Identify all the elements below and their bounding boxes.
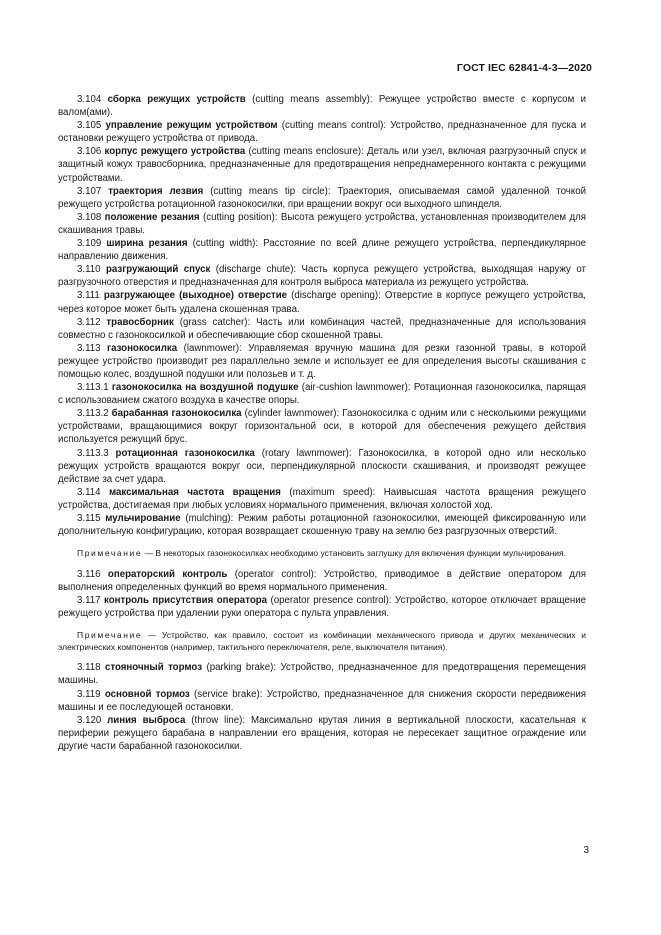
term: разгружающий спуск [105,264,211,276]
term: разгружающее (выходное) отверстие [103,290,288,302]
term: барабанная газонокосилка [111,408,242,420]
definition-text: (cutting means control): Устройство, предназначенное для пуска и остановки режущего устройства от привода. [58,120,586,145]
definition-item [58,661,586,687]
definition-text: (cutting width): Расстояние по всей длине режущего устройства, перпендикулярное направлению движения. [58,238,586,263]
term: максимальная частота вращения [108,486,281,498]
definition-item [58,447,586,486]
definition-item [58,688,586,714]
definition-item [58,145,586,184]
term: корпус режущего устройства [104,146,246,158]
clause-number: 3.116 [77,568,101,580]
clause-number: 3.115 [77,513,101,524]
definition-item [58,512,586,538]
term: траектория лезвия [108,185,204,197]
term: контроль присутствия оператора [103,594,268,606]
clause-number: 3.119 [77,688,101,700]
definition-item [58,93,586,119]
definition-item [58,289,586,315]
definition-item [58,568,586,594]
definition-text: (throw line): Максимально крутая линия в вертикальной плоскости, касательная к периферии режущего барабана в направлении его вращения, которая не пересекает защитное ограждение или другие части барабанной газонокосилки. [58,714,586,752]
clause-number: 3.106 [77,146,102,158]
definition-text: (cutting means assembly): Режущее устройство вместе с корпусом и валом(ами). [58,94,587,119]
definition-item [58,407,586,446]
clause-number: 3.112 [77,316,101,328]
definition-text: (cutting means enclosure): Деталь или узел, включая разгрузочный спуск и защитный кожух травосборника, предназначенные для предотвращения непреднамеренного контакта с режущими устройствами. [58,146,586,184]
definitions-list [58,93,586,753]
definition-text: (grass catcher): Часть или комбинация частей, предназначенные для использования совместно с газонокосилкой и обеспечивающие сбор скошенной травы. [58,316,586,341]
term: газонокосилка [107,342,178,354]
definition-item [58,714,586,753]
clause-number: 3.117 [77,594,101,606]
definition-text: (parking brake): Устройство, предназначенное для предотвращения перемещения машины. [58,662,587,687]
clause-number: 3.113.2 [77,408,109,420]
clause-number: 3.109 [77,238,102,250]
clause-number: 3.108 [77,211,102,223]
definition-text: (cylinder lawnmower): Газонокосилка с одним или с несколькими режущими устройствами, вращающимися вокруг горизонтальной оси, в которой для обеспечения режущего действия используется режущий брус. [58,408,586,446]
clause-number: 3.113.1 [77,382,109,394]
definition-text: (mulching): Режим работы ротационной газонокосилки, имеющей фиксированную или дополнительную конфигурацию, которая возвращает скошенную траву на землю без разгрузочных отверстий. [58,513,586,538]
term: положение резания [104,211,200,223]
term: мульчирование [105,513,181,524]
definition-item [58,237,586,263]
definition-text: (rotary lawnmower): Газонокосилка, в которой одно или несколько режущих устройств вращаются вокруг оси, перпендикулярной плоскости скашивания, и производят режущее действие за счет удара. [58,447,586,485]
definition-item [58,381,586,407]
definition-text: (maximum speed): Наивысшая частота вращения режущего устройства, достигаемая при любых условиях нормального применения, включая холостой ход. [58,486,586,511]
clause-number: 3.111 [77,290,100,302]
definition-text: (lawnmower): Управляемая вручную машина для резки газонной травы, в которой режущее устройство производит рез параллельно земле и использует ее для определения высоты скашивания с помощью колес, воздушной подушки или полозьев и т. д. [58,342,586,380]
clause-number: 3.113 [77,342,101,354]
document-code-header: ГОСТ IEC 62841-4-3—2020 [456,62,592,74]
term: основной тормоз [104,688,190,700]
definition-text: (cutting means tip circle): Траектория, описываемая самой удаленной точкой режущего устройства ротационной газонокосилки, при вращении вокруг оси выходного шпинделя. [58,185,586,210]
definition-text: (cutting position): Высота режущего устройства, установленная производителем для скашивания травы. [58,211,586,236]
definition-item [58,185,586,211]
clause-number: 3.113.3 [77,447,109,459]
term: травосборник [106,316,174,328]
term: газонокосилка на воздушной подушке [111,382,299,394]
note [58,630,586,653]
term: ротационная газонокосилка [115,447,255,459]
term: ширина резания [106,238,188,250]
term: стояночный тормоз [104,662,203,674]
term: операторский контроль [107,568,228,580]
clause-number: 3.114 [77,486,101,498]
note [58,548,586,560]
term: сборка режущих устройств [107,94,246,105]
term: управление режущим устройством [105,120,278,132]
definition-text: (discharge chute): Часть корпуса режущего устройства, выходящая наружу от разгрузочного отверстия и предназначенная для контроля выброса материала из режущего устройства. [58,264,586,289]
term: линия выброса [107,714,186,726]
definition-item [58,342,586,381]
note-text: — Устройство, как правило, состоит из комбинации механического привода и других механических и электрических компонентов (например, тактильного переключателя, реле, выключателя питания). [58,630,586,652]
clause-number: 3.118 [77,662,101,674]
clause-number: 3.105 [77,120,102,132]
page-number: 3 [583,845,589,856]
definition-item [58,486,586,512]
clause-number: 3.104 [77,94,102,105]
note-text: — В некоторых газонокосилках необходимо установить заглушку для включения функции мульчирования. [142,548,567,559]
clause-number: 3.110 [77,264,101,276]
note-label: Примечание [77,630,143,641]
definition-text: (air-cushion lawnmower): Ротационная газонокосилка, парящая с использованием сжатого воздуха в качестве опоры. [58,382,586,407]
clause-number: 3.120 [77,714,102,726]
note-label: Примечание [77,548,143,559]
definition-text: (operator presence control): Устройство, которое отключает вращение режущего устройства при удалении руки оператора с пульта управления. [58,594,586,620]
clause-number: 3.107 [77,185,102,197]
definition-item [58,211,586,237]
definition-item [58,263,586,289]
definition-item [58,316,586,342]
definition-item [58,594,586,620]
definition-text: (service brake): Устройство, предназначенное для снижения скорости передвижения машины и ее последующей остановки. [58,688,586,713]
definition-item [58,119,586,145]
definition-text: (discharge opening): Отверстие в корпусе режущего устройства, через которое может быть удалена скошенная трава. [58,290,586,315]
definition-text: (operator control): Устройство, приводимое в действие оператором для выполнения определенных функций во время нормального применения. [58,568,586,593]
